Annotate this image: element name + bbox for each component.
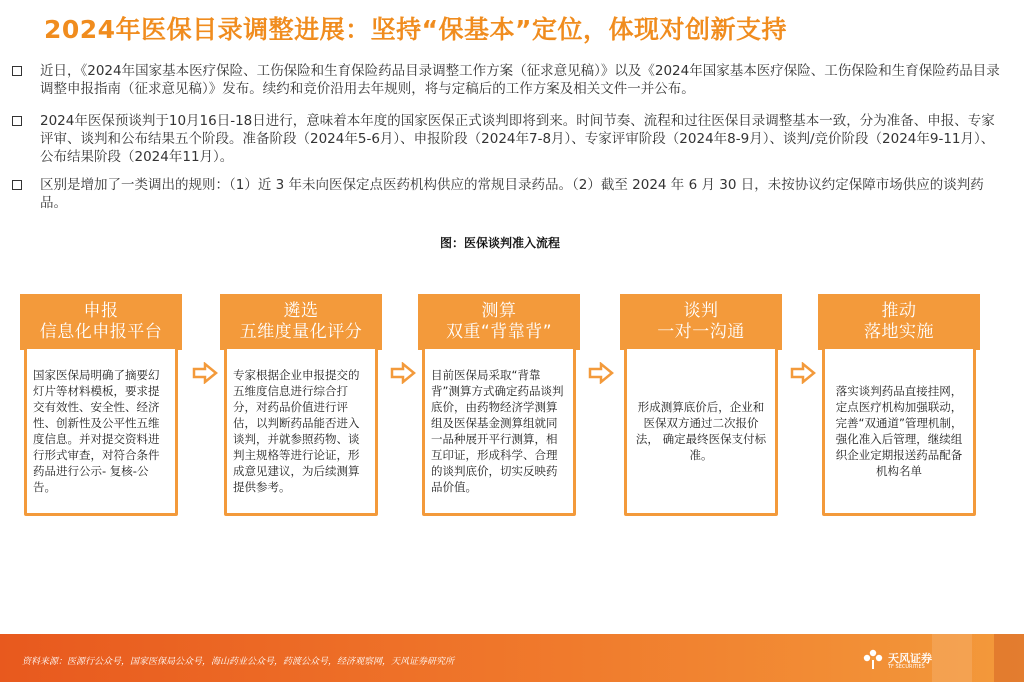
step-body (422, 346, 576, 516)
checkbox-bullet-icon (12, 66, 22, 76)
bullet-text: 区别是增加了一类调出的规则：（1）近 3 年未向医保定点医药机构供应的常规目录药品。（2）截至 2024 年 6 月 30 日，未按协议约定保障市场供应的谈判药品。 (40, 177, 984, 211)
step-description: 国家医保局明确了摘要幻灯片等材料模板，要求提交有效性、安全性、经济性、创新性及公平性五维度信息。并对提交资料进行形式审查，对符合条件药品进行公示- 复核-公告。 (33, 368, 160, 494)
arrow-right-icon (192, 362, 218, 384)
flow-step-calculate (418, 294, 580, 494)
bullet-text: 2024年医保预谈判于10月16日-18日进行，意味着本年度的国家医保正式谈判即将到来。时间节奏、流程和过往医保目录调整基本一致，分为准备、申报、专家评审、谈判和公布结果五个阶段。准备阶段（2024年5-6月）、申报阶段（2024年7-8月）、专家评审阶段（2024年8-9月）、谈判/竞价阶段（2024年9-11月）、公布结果阶段（2024年11月）。 (40, 113, 995, 165)
step-header (418, 294, 580, 350)
process-flow (20, 294, 984, 522)
step-subtitle: 一对一沟通 (657, 322, 745, 342)
step-subtitle: 五维度量化评分 (239, 322, 363, 342)
footer-bar (0, 634, 1024, 682)
bullet-item (12, 176, 1002, 212)
step-title: 遴选 (283, 301, 319, 321)
step-subtitle: 双重“背靠背” (445, 322, 553, 342)
step-body (224, 346, 378, 516)
bullet-list (12, 62, 1002, 212)
flow-step-select (220, 294, 382, 494)
step-description: 目前医保局采取“背靠背”测算方式确定药品谈判底价，由药物经济学测算组及医保基金测算组就同一品种展开平行测算，相互印证，形成科学、合理的谈判底价，切实反映药品价值。 (431, 368, 564, 494)
step-title: 测算 (481, 301, 517, 321)
arrow-right-icon (588, 362, 614, 384)
footer-decoration (994, 634, 1024, 682)
bullet-item (12, 112, 1002, 166)
logo-subtitle: TF SECURITIES (888, 664, 925, 670)
step-header (818, 294, 980, 350)
arrow-right-icon (790, 362, 816, 384)
step-subtitle: 落地实施 (864, 322, 934, 342)
checkbox-bullet-icon (12, 180, 22, 190)
step-title: 推动 (881, 301, 917, 321)
tf-logo-icon (862, 648, 884, 670)
step-description: 专家根据企业申报提交的五维度信息进行综合打分，对药品价值进行评估，以判断药品能否进入谈判，并就参照药物、谈判主规格等进行论证，形成意见建议，为后续测算提供参考。 (233, 368, 360, 494)
step-subtitle: 信息化申报平台 (39, 322, 163, 342)
step-description: 落实谈判药品直接挂网，定点医疗机构加强联动，完善“双通道”管理机制，强化准入后管理，继续组织企业定期报送药品配备机构名单 (835, 384, 963, 478)
page-title: 2024年医保目录调整进展：坚持“保基本”定位，体现对创新支持 (44, 15, 787, 44)
step-description: 形成测算底价后，企业和医保双方通过二次报价法， 确定最终医保支付标准。 (635, 400, 767, 462)
bullet-text: 近日，《2024年国家基本医疗保险、工伤保险和生育保险药品目录调整工作方案（征求意见稿）》以及《2024年国家基本医疗保险、工伤保险和生育保险药品目录调整申报指南（征求意见稿）》发布。续约和竞价沿用去年规则，将与定稿后的工作方案及相关文件一并公布。 (40, 63, 1000, 97)
bullet-item (12, 62, 1002, 98)
logo-name: 天风证券 (888, 652, 932, 665)
step-header (620, 294, 782, 350)
arrow-right-icon (390, 362, 416, 384)
figure-caption: 图：医保谈判准入流程 (439, 236, 560, 250)
footer-decoration (932, 634, 972, 682)
flow-step-negotiate (620, 294, 782, 462)
source-note: 资料来源：医源行公众号，国家医保局公众号，海山药业公众号，药渡公众号，经济观察网，天风证券研究所 (22, 657, 455, 667)
step-title: 谈判 (683, 301, 719, 321)
step-header (20, 294, 182, 350)
step-body (624, 346, 778, 516)
tf-logo (862, 642, 932, 676)
checkbox-bullet-icon (12, 116, 22, 126)
step-body (822, 346, 976, 516)
flow-step-implement (818, 294, 980, 478)
step-body (24, 346, 178, 516)
step-title: 申报 (83, 301, 119, 321)
flow-step-declare (20, 294, 182, 494)
step-header (220, 294, 382, 350)
